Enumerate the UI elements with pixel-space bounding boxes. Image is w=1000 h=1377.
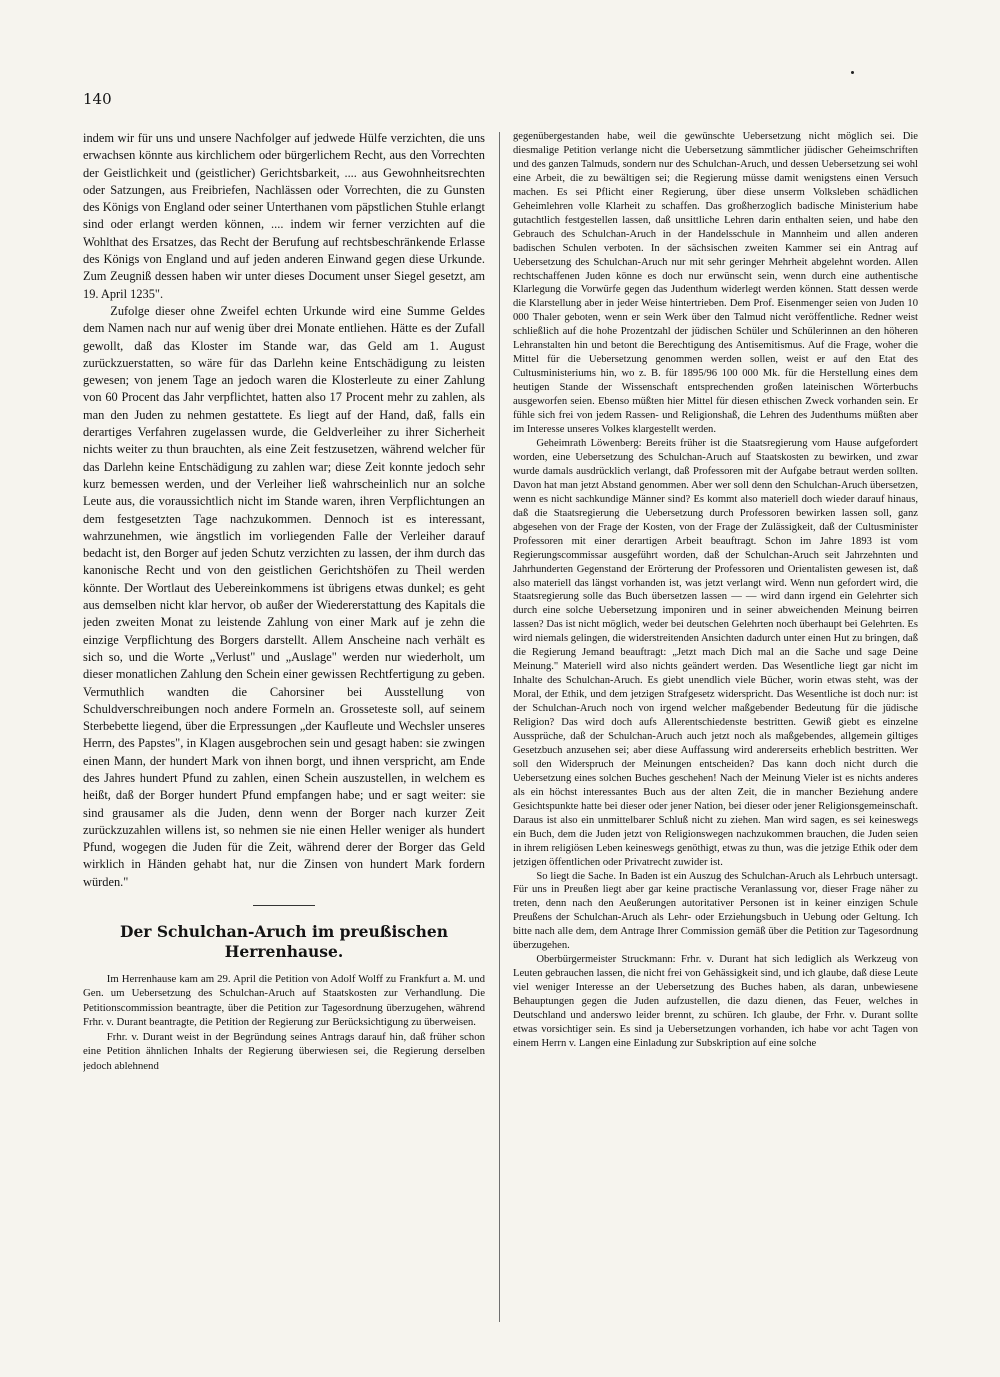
- left-paragraph-3: Im Herrenhause kam am 29. April die Petition von Adolf Wolff zu Frankfurt a. M. und Gen. um Uebersetzung des Schulchan-Aruch auf Staatskosten zur Verhandlung. Die Petitionscommission beantragte, über die Petition zur Tagesordnung überzugehen, während Frhr. v. Durant beantragte, die Petition der Regierung zur Berücksichtigung zu überweisen.: [83, 973, 485, 1029]
- section-heading: Der Schulchan-Aruch im preußischen Herrenhause.: [120, 922, 448, 962]
- page-number: 140: [83, 90, 112, 108]
- print-speck: [851, 71, 854, 74]
- section-rule: [253, 905, 315, 906]
- left-column: [83, 130, 485, 1330]
- left-paragraph-1: indem wir für uns und unsere Nachfolger auf jedwede Hülfe verzichten, die uns erwachsen könnte aus kirchlichem oder bürgerlichem Recht, aus den Vorrechten der Geistlichkeit und (geistlicher) Gerichtsbarkeit, .... aus Gewohnheitsrechten oder Satzungen, aus Freibriefen, Nachlässen oder Vorrechten, die zu Gunsten des Königs von England oder seiner Unterthanen vom päpstlichen Stuhle erlangt sind oder erlangt werden können, .... indem wir ferner verzichten auf die Wohlthat des Ersatzes, das Recht der Berufung auf rechtsbeschränkende Erlasse des Königs von England und auf jeden anderen Einwand gegen diese Urkunde. Zum Zeugniß dessen haben wir unter dieses Document unser Siegel gesetzt, am 19. April 1235".: [83, 131, 485, 301]
- right-paragraph-3: So liegt die Sache. In Baden ist ein Auszug des Schulchan-Aruch als Lehrbuch untersagt. Für uns in Preußen liegt aber gar keine practische Veranlassung vor, dieser Frage näher zu treten, denn nach den Aeußerungen autoritativer Personen ist in keiner einzigen Schule Preußens der Schulchan-Aruch als Lehr- oder Erziehungsbuch in Uebung oder Geltung. Ich bitte nach alle dem, dem Antrage Ihrer Commission gemäß über die Petition zur Tagesordnung überzugehen.: [513, 870, 918, 952]
- left-paragraph-4: Frhr. v. Durant weist in der Begründung seines Antrags darauf hin, daß früher schon eine Petition ähnlichen Inhalts der Regierung überwiesen sei, die Regierung derselben jedoch ablehnend: [83, 1030, 485, 1072]
- right-paragraph-2: Geheimrath Löwenberg: Bereits früher ist die Staatsregierung vom Hause aufgefordert worden, eine Uebersetzung des Schulchan-Aruch auf Staatskosten zu bewirken, und zwar wurde damals ausdrücklich verlangt, daß Professoren mit der Aufgabe betraut werden sollten. Davon hat man jetzt Abstand genommen. Aber wer soll denn den Schulchan-Aruch übersetzen, wenn es nicht sachkundige Männer sind? Es kommt also materiell doch wieder darauf hinaus, daß die Staatsregierung die Uebersetzung durch Professoren bewirken lassen soll, ganz abgesehen von der Frage der Kosten, von der Frage der Zulässigkeit, daß der Cultusminister Professoren mit einer derartigen Arbeit beauftragt. Schon im Jahre 1893 ist vom Regierungscommissar ausgeführt worden, daß der Schulchan-Aruch seit Jahrzehnten und Jahrhunderten Gegenstand der Erörterung der Professoren und Orientalisten gewesen ist, daß also materiell das längst vorhanden ist, was jetzt verlangt wird. Wenn nun gefordert wird, die Staatsregierung solle das Buch übersetzen lassen — — wird dann irgend ein Gelehrter sich durch eine solche Uebersetzung imponiren und in seiner abweichenden Meinung beirren lassen? Das ist nicht möglich, weder bei deutschen Gelehrten noch überhaupt bei Gelehrten. Es wird niemals gelingen, die widerstreitenden Ansichten dadurch unter einen Hut zu bringen, daß die Regierung Jemand beauftragt: „Jetzt mach Dich mal an die Sache und sage Deine Meinung." Materiell wird also nichts geändert werden. Das Wesentliche liegt gar nicht im Inhalte des Schulchan-Aruch. Es giebt unendlich viele Bücher, worin etwas steht, was der Moral, der Ethik, und dem jetzigen Strafgesetz widerspricht. Das Wesentliche ist doch nur: ist der Schulchan-Aruch noch von irgend welcher maßgebender Bedeutung für die jüdische Religion? Das wird doch aufs Allerentschiedenste bestritten. Gewiß giebt es einzelne Aussprüche, daß der Schulchan-Aruch auch jetzt noch als maßgebendes, allgemein giltiges Gesetzbuch anzusehen sei; aber diese Auffassung wird andererseits erheblich bestritten. Wer soll den Widerspruch der Meinungen entscheiden? Das kann doch nicht durch die Uebersetzung eines solchen Buches geschehen! Nach der Meinung Vieler ist es nichts anderes als ein höchst interessantes Buch aus der alten Zeit, die in mancher Beziehung andere Gesichtspunkte hatte bei dieser oder jener Nation, bei dieser oder jener Religionsgemeinschaft. Daraus ist also ein unmittelbarer Schluß nicht zu ziehen. Man wird sagen, es sei keineswegs ein Buch, dem die Juden jetzt von Religionswegen nachzukommen brauchen, die Juden seien in ihrem religiösen Leben keineswegs genöthigt, etwas zu thun, was die jetzige Ethik oder dem jetzigen öffentlichen oder Privatrecht zuwider ist.: [513, 437, 918, 868]
- right-paragraph-1: gegenübergestanden habe, weil die gewünschte Uebersetzung nicht möglich sei. Die diesmalige Petition verlange nicht die Uebersetzung sämmtlicher jüdischer Geheimschriften und des ganzen Talmuds, sondern nur des Schulchan-Aruch, und dessen Uebersetzung sei wohl eine Arbeit, die zu bewältigen sei; die Regierung müsse damit wenigstens einen Versuch machen. Es sei Pflicht einer Regierung, über diese unserm Volksleben schädlichen Geheimlehren volle Klarheit zu schaffen. Das großherzoglich badische Ministerium habe gutachtlich festgestellen lassen, daß unsittliche Lehren darin enthalten seien, und habe den Gebrauch des Schulchan-Aruch in der Handelsschule in Mannheim und allen anderen badischen Schulen verboten. In der sächsischen zweiten Kammer sei ein Antrag auf Uebersetzung des Schulchan-Aruch nur mit sehr geringer Mehrheit abgelehnt worden. Allen rechtschaffenen Juden könne es doch nur erwünscht sein, wenn durch eine authentische Klarlegung die Vorwürfe gegen das Judenthum widerlegt werden können. Statt dessen werde die Klarstellung aber in jeder Weise hintertrieben. Dem Prof. Eisenmenger seien von Juden 10 000 Thaler geboten, wenn er sein Werk über den Talmud nicht veröffentliche. Redner weist schließlich auf die hohe Prozentzahl der jüdischen Schüler und Schülerinnen an den höheren Lehranstalten hin und betont die Berechtigung des Antisemitismus. Auf die Frage, woher die Mittel für die Uebersetzung genommen werden sollen, weist er auf den Etat des Cultusministeriums hin, wo z. B. für 1895/96 100 000 Mk. für die Herstellung eines dem heutigen Stande der Wissenschaft entsprechenden großen lateinischen Wörterbuchs ausgeworfen seien. Ebenso müßten hier Mittel für diesen ethischen Zweck vorhanden sein. Er fühle sich frei von jedem Rassen- und Religionshaß, die Lehren des Judenthums müßten aber im Interesse unseres Volkes klargestellt werden.: [513, 131, 918, 436]
- right-paragraph-4: Oberbürgermeister Struckmann: Frhr. v. Durant hat sich lediglich als Werkzeug von Leuten gebrauchen lassen, die nicht frei von Gehässigkeit sind, und ich glaube, daß diese Leute viel weniger Interesse an der Uebersetzung des Buches haben, als daran, unbewiesene Behauptungen gegen die Juden aufzustellen, die dazu dienen, das Feuer, welches in Deutschland und anderswo leider brennt, zu schüren. Ich glaube, der Frhr. v. Durant sollte etwas vorsichtiger sein. Es sind ja Uebersetzungen vorhanden, ich habe vor acht Tagen von einem Herrn v. Langen eine Einladung zur Subskription auf eine solche: [513, 954, 918, 1049]
- column-divider: [499, 132, 500, 1322]
- left-paragraph-2: Zufolge dieser ohne Zweifel echten Urkunde wird eine Summe Geldes dem Namen nach nur auf wenig über drei Monate entliehen. Hätte es der Zufall gewollt, daß das Kloster im Stande war, das Geld am 1. August zurückzuerstatten, so wäre für das Darlehn keine Entschädigung zu leisten gewesen; von jenem Tage an jedoch waren die Klosterleute zu einer Zahlung von 60 Procent das Jahr verpflichtet, hatten also 17 Procent mehr zu zahlen, als man den Juden zu nehmen gestattete. Es liegt auf der Hand, daß, falls ein derartiges Verfahren zugelassen wurde, die Geldverleiher zu ihrer Sicherheit nichts weiter zu thun brauchten, als eine Zeit festzusetzen, während welcher für das Darlehn keine Entschädigung zu zahlen war; diese Zeit konnte jedoch sehr kurz bemessen werden, und der Verleiher ließ wahrscheinlich nur an solche Leute aus, die voraussichtlich nicht im Stande waren, ihren Verpflichtungen an dem festgesetzten Tage nachzukommen. Dennoch ist es interessant, wahrzunehmen, wie ängstlich im vorliegenden Falle der Verleiher darauf bedacht ist, den Borger auf jeden Schutz verzichten zu lassen, der ihm durch das kanonische Recht und von den geistlichen Gerichtshöfen zu Theil werden könnte. Der Wortlaut des Uebereinkommens ist übrigens etwas dunkel; es geht aus demselben nicht klar hervor, ob außer der Wiedererstattung des Kapitals die jeden zweiten Monat zu leistende Zahlung von einer Mark auf je zehn die einzige Verpflichtung des Borgers darstellt. Allem Anscheine nach verhält es sich so, und die Worte „Verlust" und „Auslage" werden nur wiederholt, um dieser monatlichen Zahlung den Schein einer gewissen Rechtfertigung zu geben. Vermuthlich wandten die Cahorsiner bei Ausstellung von Schuldverschreibungen noch andere Formeln an. Grosseteste soll, auf seinem Sterbebette liegend, über die Erpressungen „der Kaufleute und Wechsler unseres Herrn, des Papstes", in Klagen ausgebrochen sein und gesagt haben: sie zwingen einen Mann, der hundert Mark von ihnen borgt, und ihnen verspricht, am Ende des Jahres hundert Pfund zu zahlen, einen Schein auszustellen, in welchem es heißt, daß der Borger hundert Pfund empfangen habe; und er sagt weiter: sie sind grausamer als die Juden, denn wenn der Borger nach kurzer Zeit zurückzuzahlen willens ist, so nehmen sie nie einen Heller weniger als hundert Pfund, wogegen die Juden für die Zeit, während derer der Borger das Geld wirklich in Händen gehabt hat, nur die Zinsen von hundert Mark fordern würden.": [83, 303, 485, 889]
- right-column: [513, 130, 918, 1330]
